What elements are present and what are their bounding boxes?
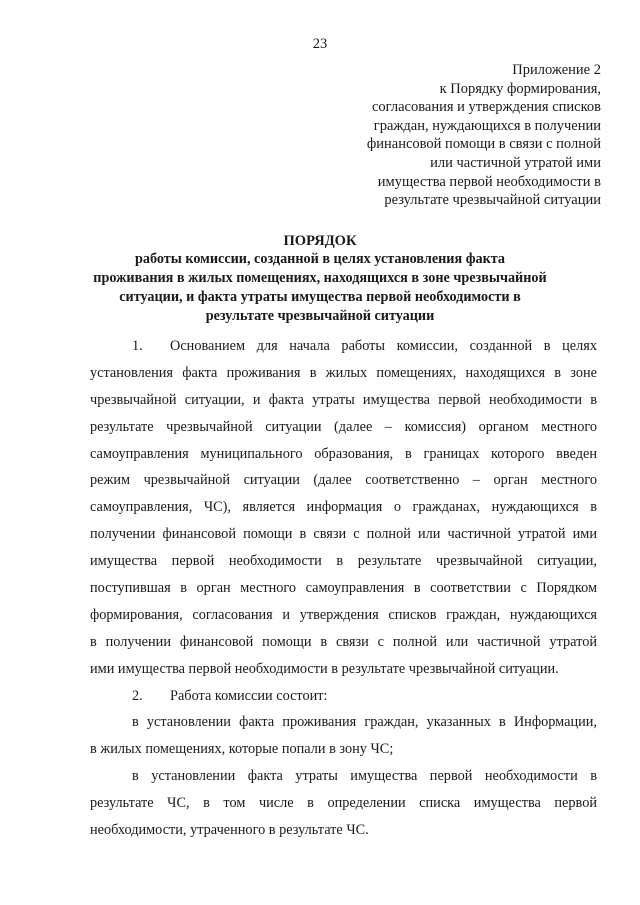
paragraph-text: Основанием для начала работы комиссии, созданной в целях	[170, 338, 597, 354]
paragraph-line: поступившая в орган местного самоуправления в соответствии с Порядком	[90, 580, 597, 597]
subtitle-line: ситуации, и факта утраты имущества первой необходимости в	[119, 289, 521, 305]
paragraph-line: имущества первой необходимости в результате чрезвычайной ситуации,	[90, 553, 597, 570]
paragraph-line: самоуправления, ЧС), является информация о гражданах, нуждающихся в	[90, 499, 597, 516]
subtitle-line: проживания в жилых помещениях, находящихся в зоне чрезвычайной	[93, 270, 547, 286]
appendix-line: результате чрезвычайной ситуации	[384, 192, 601, 209]
paragraph-line: режим чрезвычайной ситуации (далее соответственно – орган местного	[90, 472, 597, 489]
paragraph-line: самоуправления муниципального образования, в границах которого введен	[90, 445, 597, 462]
paragraph-line: ими имущества первой необходимости в результате чрезвычайной ситуации.	[90, 660, 559, 677]
paragraph-number: 1.	[132, 338, 143, 354]
paragraph-line: в установлении факта утраты имущества первой необходимости в	[132, 768, 597, 785]
paragraph-2-first-line	[90, 683, 597, 710]
document-body	[90, 333, 597, 844]
paragraph-1-first-line	[90, 333, 597, 360]
paragraph-line: установления факта проживания в жилых помещениях, находящихся в зоне	[90, 364, 597, 381]
appendix-line: согласования и утверждения списков	[371, 99, 601, 116]
subtitle-line: работы комиссии, созданной в целях установления факта	[134, 251, 506, 267]
document-title: ПОРЯДОК	[283, 233, 357, 249]
paragraph-line: результате чрезвычайной ситуации (далее – комиссия) органом местного	[90, 418, 597, 435]
paragraph-line: в получении финансовой помощи в связи с полной или частичной утратой	[90, 633, 597, 650]
paragraph-line: результате ЧС, в том числе в определении списка имущества первой	[90, 795, 597, 812]
paragraph-line: в жилых помещениях, которые попали в зону ЧС;	[90, 741, 394, 758]
paragraph-line: необходимости, утраченного в результате ЧС.	[90, 822, 369, 839]
appendix-line: или частичной утратой ими	[430, 154, 601, 171]
subtitle-line: результате чрезвычайной ситуации	[205, 308, 435, 324]
appendix-line: Приложение 2	[512, 62, 601, 78]
paragraph-line: в установлении факта проживания граждан, указанных в Информации,	[132, 714, 597, 731]
appendix-header	[301, 61, 601, 210]
document-subtitle	[80, 250, 560, 326]
paragraph-line: формирования, согласования и утверждения списков граждан, нуждающихся	[90, 606, 597, 623]
appendix-line: финансовой помощи в связи с полной	[366, 136, 601, 153]
paragraph-line: чрезвычайной ситуации, и факта утраты имущества первой необходимости в	[90, 391, 597, 408]
appendix-line: к Порядку формирования,	[439, 80, 601, 97]
paragraph-number: 2.	[132, 687, 143, 704]
paragraph-line: получении финансовой помощи в связи с полной или частичной утратой ими	[90, 526, 597, 543]
appendix-line: граждан, нуждающихся в получении	[373, 117, 601, 134]
appendix-line: имущества первой необходимости в	[377, 173, 601, 190]
page-number: 23	[312, 36, 328, 52]
paragraph-text: Работа комиссии состоит:	[170, 687, 328, 704]
